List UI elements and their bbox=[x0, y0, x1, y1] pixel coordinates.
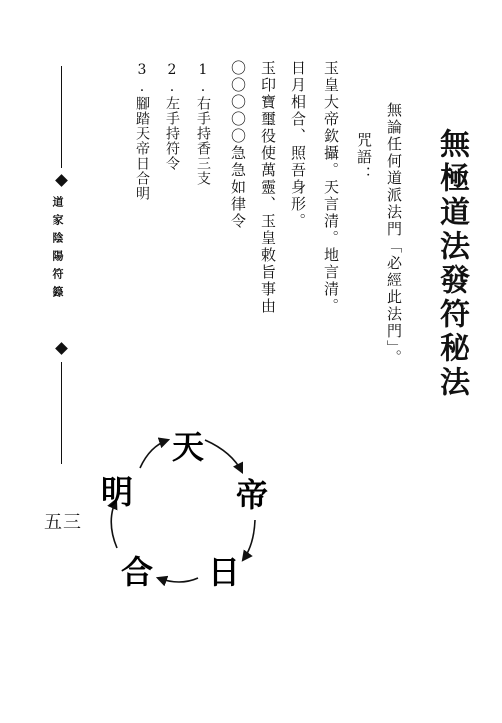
incantation-heading: 咒語： bbox=[355, 132, 373, 183]
page-title: 無極道法發符秘法 bbox=[434, 128, 469, 400]
page-number: 五三 bbox=[44, 512, 82, 533]
step-item: 1.右手持香三支 bbox=[195, 62, 211, 186]
cycle-node: 明 bbox=[100, 473, 134, 511]
incantation-line: 玉皇大帝欽攝。天言清。地言清。 bbox=[322, 60, 340, 315]
cycle-arrow bbox=[140, 440, 168, 468]
cycle-node: 日 bbox=[207, 553, 241, 591]
cycle-arrow bbox=[158, 578, 198, 582]
cycle-node: 合 bbox=[120, 553, 154, 591]
intro-line: 無論任何道派法門「必經此法門」。 bbox=[385, 102, 403, 367]
cycle-node: 天 bbox=[171, 428, 205, 466]
step-item: 2.左手持符令 bbox=[164, 62, 180, 171]
incantation-line: 玉印寶璽役使萬靈、玉皇敕旨事由 bbox=[259, 60, 277, 315]
incantation-line: 〇〇〇〇〇急急如律令 bbox=[229, 60, 247, 230]
cycle-node: 帝 bbox=[235, 476, 269, 514]
incantation-line: 日月相合、照吾身形。 bbox=[289, 60, 307, 230]
step-item: 3.腳踏天帝日合明 bbox=[134, 62, 150, 201]
book-title: 道家陰陽符籙 bbox=[51, 196, 64, 304]
cycle-arrow bbox=[205, 440, 242, 472]
cycle-arrow bbox=[243, 520, 255, 560]
